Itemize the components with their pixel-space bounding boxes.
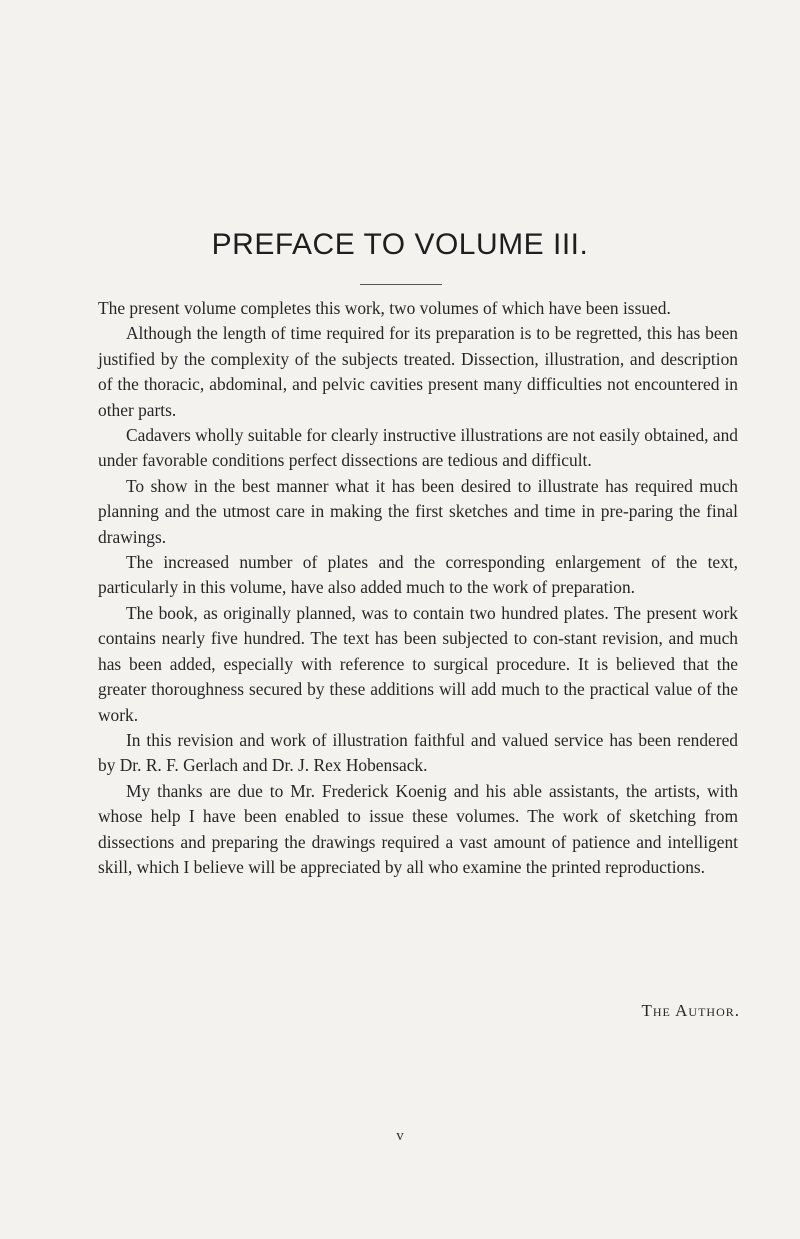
paragraph: Although the length of time required for its preparation is to be regretted, this has been justified by the complexity of the subjects treated. Dissection, illustration, and description of the thoracic, abdominal, and pelvic cavities present many difficulties not encountered in other parts. bbox=[98, 323, 738, 420]
page-number: v bbox=[396, 1128, 404, 1144]
paragraph: The book, as originally planned, was to contain two hundred plates. The present work contains nearly five hundred. The text has been subjected to con-stant revision, and much has been added, especially with reference to surgical procedure. It is believed that the greater thoroughness secured by these additions will add much to the practical value of the work. bbox=[98, 602, 738, 725]
paragraph: In this revision and work of illustration faithful and valued service has been rendered by Dr. R. F. Gerlach and Dr. J. Rex Hobensack. bbox=[98, 729, 738, 776]
preface-body bbox=[98, 296, 738, 880]
paragraph: The present volume completes this work, two volumes of which have been issued. bbox=[98, 298, 671, 318]
paragraph: The increased number of plates and the corresponding enlargement of the text, particularly in this volume, have also added much to the work of preparation. bbox=[98, 552, 738, 598]
page-title: PREFACE TO VOLUME III. bbox=[211, 228, 589, 261]
paragraph: Cadavers wholly suitable for clearly instructive illustrations are not easily obtained, and under favorable conditions perfect dissections are tedious and difficult. bbox=[98, 425, 738, 471]
title-divider bbox=[360, 284, 442, 285]
paragraph: My thanks are due to Mr. Frederick Koenig and his able assistants, the artists, with whose help I have been enabled to issue these volumes. The work of sketching from dissections and preparing the drawings required a vast amount of patience and intelligent skill, which I believe will be appreciated by all who examine the printed reproductions. bbox=[98, 780, 738, 877]
paragraph: To show in the best manner what it has been desired to illustrate has required much planning and the utmost care in making the first sketches and time in pre-paring the final drawings. bbox=[98, 475, 738, 547]
author-signature: The Author. bbox=[641, 1001, 740, 1020]
